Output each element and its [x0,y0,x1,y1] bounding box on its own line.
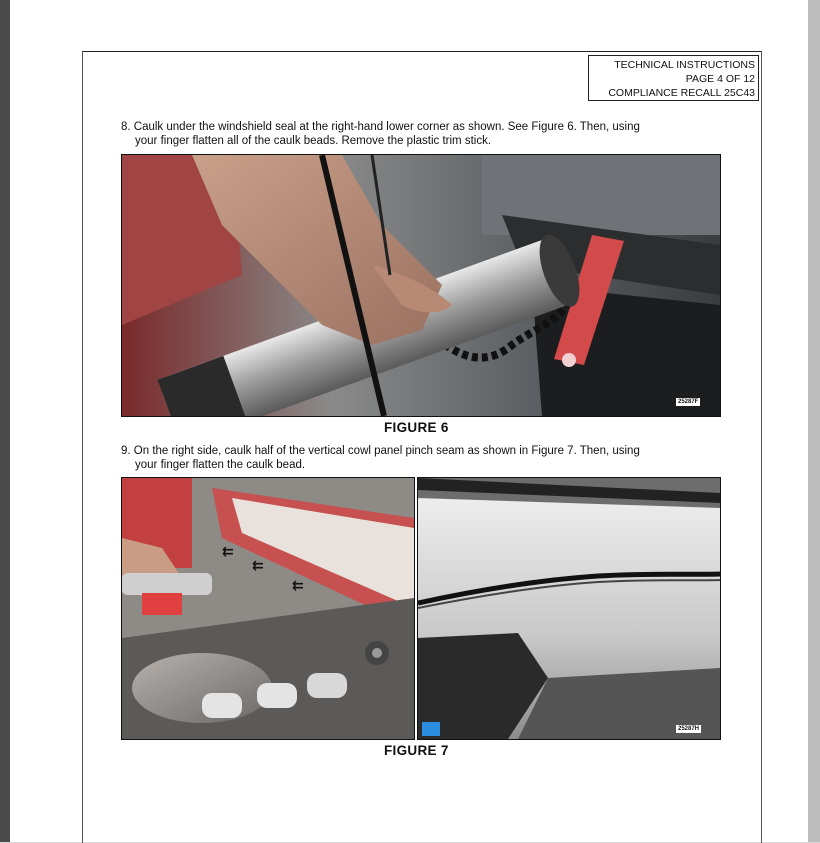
step-9-line-2: your finger flatten the caulk bead. [135,458,306,471]
header-info-box [588,55,759,101]
header-page-number: PAGE 4 OF 12 [685,73,755,85]
viewer-right-edge [808,0,820,842]
figure-7-code: 25287H [678,726,700,732]
svg-text:⇇: ⇇ [222,544,234,560]
red-tape-shape [142,593,182,615]
svg-text:⇇: ⇇ [252,558,264,574]
header-recall-id: COMPLIANCE RECALL 25C43 [608,87,755,99]
blue-clip-shape [422,722,440,736]
figure-7-left-photo [121,477,415,740]
header-title: TECHNICAL INSTRUCTIONS [614,59,755,71]
figure-7-right-image [418,478,720,739]
step-9-text [121,445,731,472]
figure-6-photo [121,154,721,417]
step-9-line-1: 9. On the right side, caulk half of the vertical cowl panel pinch seam as shown in Figure 7. Then, using [121,445,640,457]
figure-7-left-image [122,478,414,739]
step-8-line-2: your finger flatten all of the caulk beads. Remove the plastic trim stick. [135,134,492,147]
figure-6-caption: FIGURE 6 [384,420,449,435]
figure-7-right-photo [417,477,721,740]
figure-6-image [122,155,720,416]
viewer-left-edge [0,0,10,842]
step-8-line-1: 8. Caulk under the windshield seal at the right-hand lower corner as shown. See Figure 6. Then, using [121,121,640,133]
figure-6-code: 25287F [678,399,699,405]
step-8-text [121,121,731,148]
svg-text:⇇: ⇇ [292,578,304,594]
figure-7-caption: FIGURE 7 [384,743,449,758]
